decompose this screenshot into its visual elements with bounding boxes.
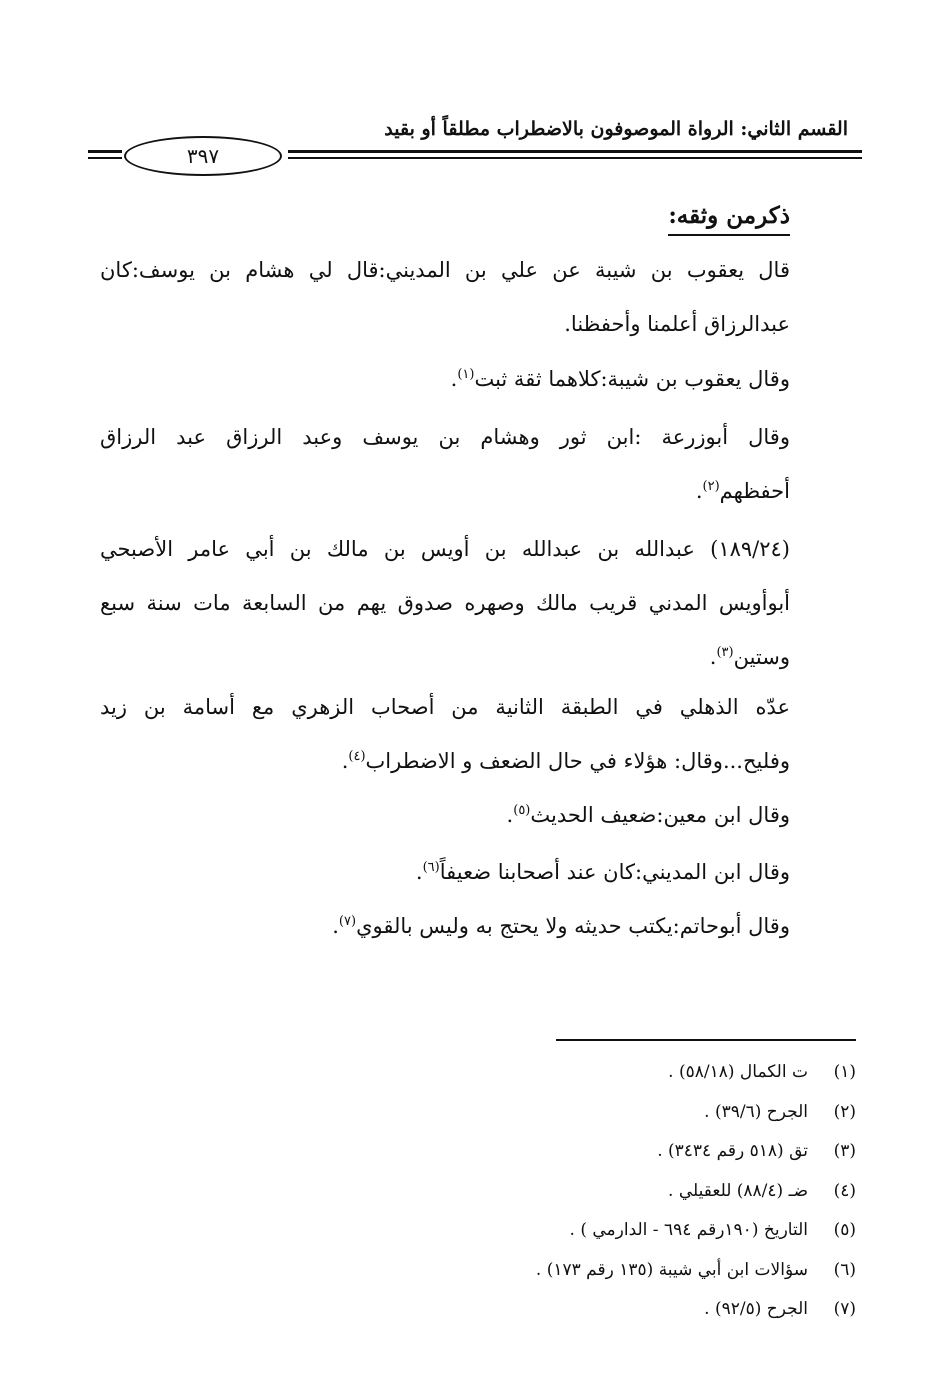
text-line: أحفظهم$^{(٢)}$.: [695, 479, 790, 503]
footnote-ref: (٥): [513, 803, 531, 818]
paragraph: [100, 899, 790, 953]
footnote-text: ت الكمال (٥٨/١٨) .: [668, 1062, 808, 1082]
text-line: وقال أبوزرعة :ابن ثور وهشام بن يوسف وعبد الرزاق عبد الرزاق: [100, 425, 790, 449]
footnote-number: (١): [833, 1062, 856, 1082]
text-line: وستين$^{(٣)}$.: [709, 645, 790, 669]
paragraph: [100, 410, 790, 518]
paragraph: [100, 352, 790, 406]
footnote: [536, 1211, 856, 1251]
header-rule-left-thick: [88, 150, 122, 153]
text-line: قال يعقوب بن شيبة عن علي بن المديني:قال لي هشام بن يوسف:كان: [100, 258, 790, 282]
text-line: وقال ابن المديني:كان عند أصحابنا ضعيفاً$^{(٦)}$.: [415, 860, 790, 884]
header-rule-thin: [288, 157, 862, 159]
paragraph: [100, 243, 790, 351]
footnote: [536, 1251, 856, 1291]
footnote-text: الجرح (٣٩/٦) .: [704, 1101, 808, 1122]
footnote-text: ضـ (٨٨/٤) للعقيلي .: [668, 1180, 808, 1201]
header-rule-thick: [288, 150, 862, 153]
page-number: ٣٩٧: [124, 136, 282, 176]
footnote: [536, 1172, 856, 1212]
header-title: القسم الثاني: الرواة الموصوفون بالاضطراب مطلقاً أو بقيد: [384, 118, 848, 140]
footnote-text: الجرح (٩٢/٥) .: [704, 1299, 808, 1319]
text-line: أبوأويس المدني قريب مالك وصهره صدوق يهم من السابعة مات سنة سبع: [100, 591, 790, 615]
footnote-number: (٣): [833, 1141, 856, 1161]
footnote: [536, 1053, 856, 1093]
footnote-ref: (١): [457, 367, 475, 382]
footnote-text: التاريخ (١٩٠رقم ٦٩٤ - الدارمي ) .: [569, 1220, 808, 1240]
footnote-text: تق (٥١٨ رقم ٣٤٣٤) .: [657, 1141, 808, 1161]
footnote-ref: (٤): [348, 749, 366, 764]
text-line: وقال أبوحاتم:يكتب حديثه ولا يحتج به وليس بالقوي$^{(٧)}$.: [332, 914, 790, 938]
footnote: [536, 1132, 856, 1172]
footnote-number: (٤): [833, 1180, 856, 1201]
text-line: وقال يعقوب بن شيبة:كلاهما ثقة ثبت$^{(١)}$.: [450, 367, 790, 391]
footnotes: [536, 1053, 856, 1330]
running-header: [88, 114, 862, 184]
footnote-ref: (٣): [716, 645, 734, 660]
text-line: عدّه الذهلي في الطبقة الثانية من أصحاب الزهري مع أسامة بن زيد: [100, 695, 790, 719]
text-line: عبدالرزاق أعلمنا وأحفظنا.: [564, 312, 790, 336]
footnote-number: (٢): [833, 1101, 856, 1122]
footnote-ref: (٢): [702, 479, 720, 494]
footnote-number: (٦): [833, 1259, 856, 1280]
paragraph: [100, 680, 790, 788]
paragraph: [100, 845, 790, 899]
paragraph: [100, 522, 790, 684]
footnote: [536, 1290, 856, 1330]
header-rule-left-thin: [88, 157, 122, 159]
text-line: وفليح...وقال: هؤلاء في حال الضعف و الاضطراب$^{(٤)}$.: [341, 749, 790, 773]
footnote-number: (٧): [833, 1299, 856, 1319]
text-line: (١٨٩/٢٤) عبدالله بن عبدالله بن أويس بن مالك بن أبي عامر الأصبحي: [100, 537, 790, 561]
text-line: وقال ابن معين:ضعيف الحديث$^{(٥)}$.: [506, 803, 790, 827]
footnote-number: (٥): [833, 1220, 856, 1240]
paragraph: [100, 788, 790, 842]
section-heading: ذكرمن وثقه:: [668, 198, 790, 236]
footnote: [536, 1093, 856, 1133]
footnote-separator: [556, 1039, 856, 1041]
footnote-ref: (٧): [338, 914, 357, 929]
footnote-ref: (٦): [422, 860, 440, 875]
footnote-text: سؤالات ابن أبي شيبة (١٣٥ رقم ١٧٣) .: [535, 1259, 808, 1280]
